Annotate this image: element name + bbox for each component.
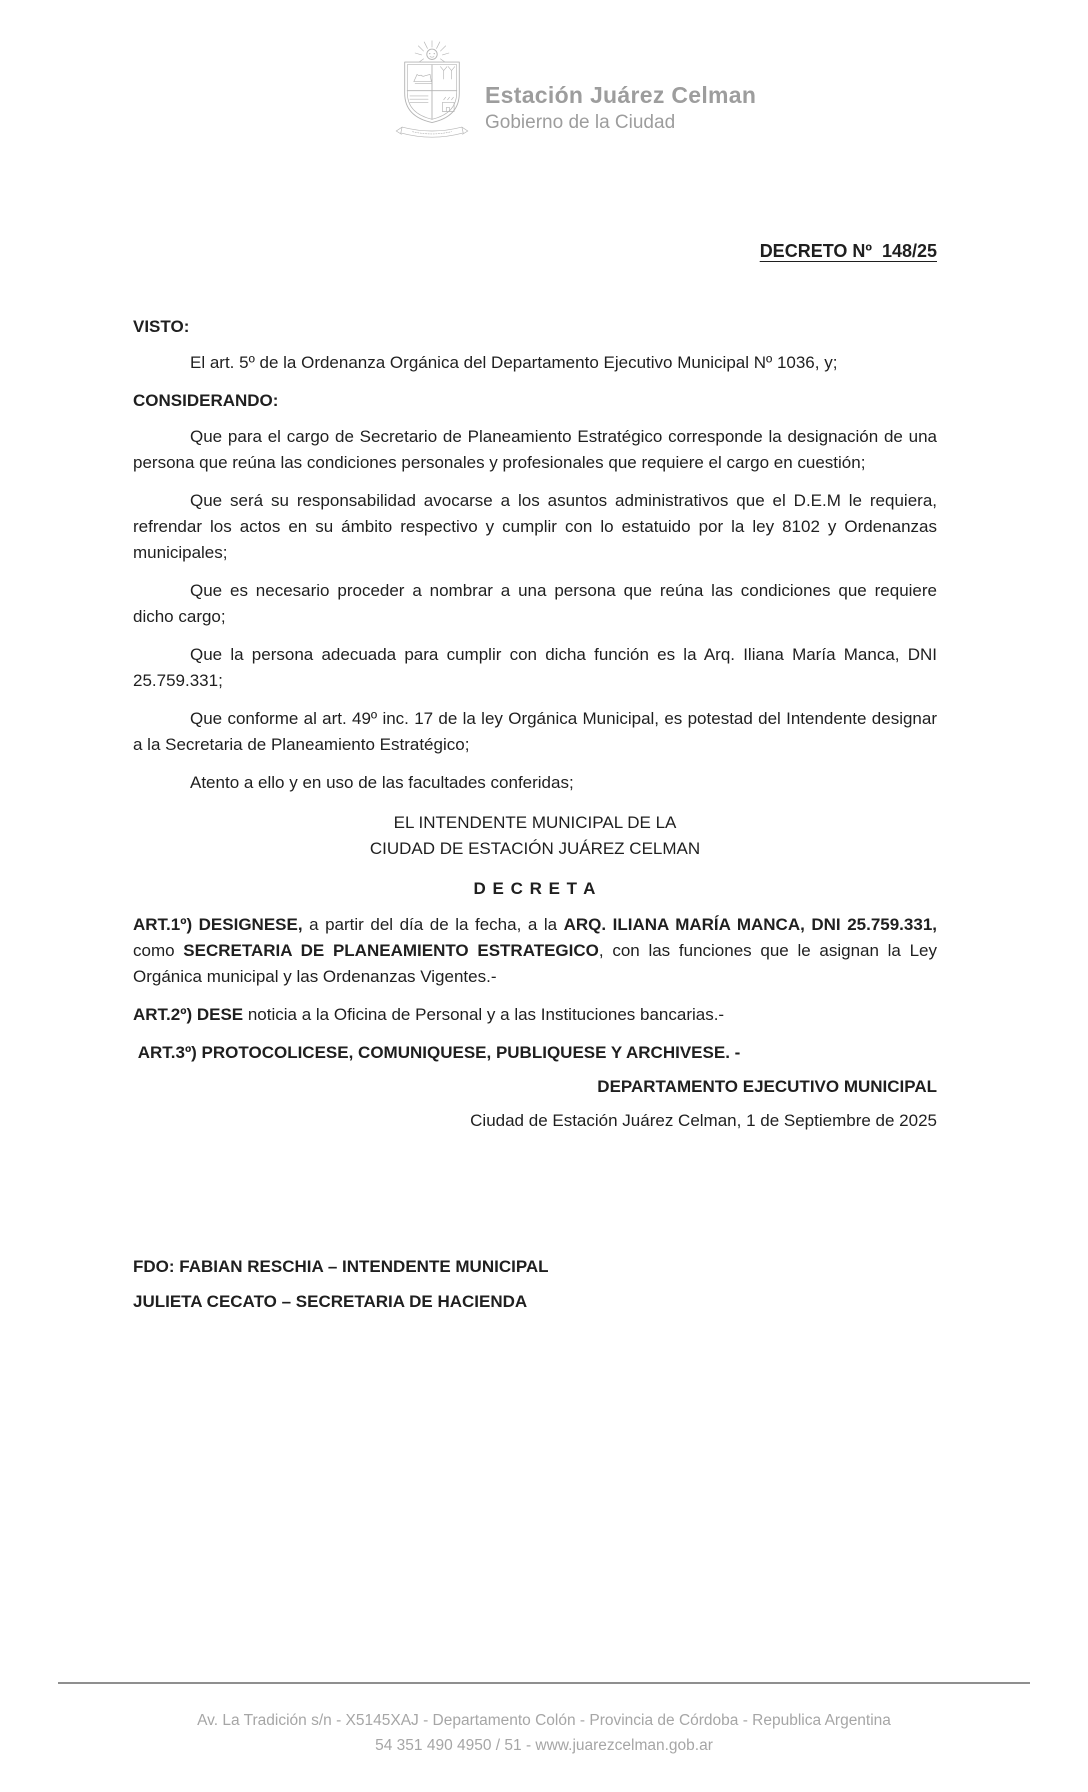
footer-rule — [58, 1682, 1030, 1684]
article-1-label: ART.1º) DESIGNESE, — [133, 915, 303, 934]
article-1-office: SECRETARIA DE PLANEAMIENTO ESTRATEGICO — [183, 941, 599, 960]
article-1-text-2: como — [133, 941, 184, 960]
article-3: ART.3º) PROTOCOLICESE, COMUNIQUESE, PUBLIQUESE Y ARCHIVESE. - — [133, 1043, 741, 1062]
intendente-line-2: CIUDAD DE ESTACIÓN JUÁREZ CELMAN — [369, 839, 701, 858]
decreta-heading: D E C R E T A — [473, 879, 597, 898]
signature-block — [133, 1254, 937, 1315]
footer-address: Av. La Tradición s/n - X5145XAJ - Departamento Colón - Provincia de Córdoba - Republica Argentina — [197, 1712, 891, 1729]
article-1 — [133, 912, 937, 990]
considerando-paragraph-5: Que conforme al art. 49º inc. 17 de la ley Orgánica Municipal, es potestad del Intendente designar a la Secretaria de Planeamiento Estratégico; — [133, 709, 937, 754]
article-1-text: a partir del día de la fecha, a la — [302, 915, 564, 934]
considerando-heading: CONSIDERANDO: — [133, 391, 279, 410]
considerando-paragraph-1: Que para el cargo de Secretario de Planeamiento Estratégico corresponde la designación de una persona que reúna las condiciones personales y profesionales que requiere el cargo en cuestión; — [133, 427, 937, 472]
signature-intendente: FDO: FABIAN RESCHIA – INTENDENTE MUNICIPAL — [133, 1257, 549, 1276]
visto-paragraph: El art. 5º de la Ordenanza Orgánica del Departamento Ejecutivo Municipal Nº 1036, y; — [190, 353, 838, 372]
signature-secretaria: JULIETA CECATO – SECRETARIA DE HACIENDA — [133, 1292, 528, 1311]
intendente-block — [133, 810, 937, 862]
article-2-text: noticia a la Oficina de Personal y a las Instituciones bancarias.- — [243, 1005, 725, 1024]
considerando-paragraph-6: Atento a ello y en uso de las facultades conferidas; — [190, 773, 574, 792]
article-1-text-3: , con las funciones que le asignan la Ley Orgánica municipal y las Ordenanzas Vigentes.- — [133, 941, 938, 986]
considerando-paragraph-3: Que es necesario proceder a nombrar a una persona que reúna las condiciones que requiere dicho cargo; — [133, 581, 937, 626]
intendente-line-1: EL INTENDENTE MUNICIPAL DE LA — [393, 813, 677, 832]
visto-heading: VISTO: — [133, 317, 190, 336]
footer-contact: 54 351 490 4950 / 51 - www.juarezcelman.gob.ar — [375, 1737, 713, 1754]
departamento-line: DEPARTAMENTO EJECUTIVO MUNICIPAL — [597, 1077, 937, 1096]
logo-title: Estación Juárez Celman — [485, 82, 757, 108]
article-2 — [133, 1002, 937, 1028]
considerando-paragraph-2: Que será su responsabilidad avocarse a los asuntos administrativos que el D.E.M le requiera, refrendar los actos en su ámbito respectivo y cumplir con lo estatuido por la ley 8102 y Ordenanzas municipales; — [133, 491, 937, 562]
date-line: Ciudad de Estación Juárez Celman, 1 de Septiembre de 2025 — [470, 1111, 937, 1130]
considerando-paragraph-4: Que la persona adecuada para cumplir con dicha función es la Arq. Iliana María Manca, DNI 25.759.331; — [133, 645, 937, 690]
page-footer — [0, 1708, 1088, 1758]
logo-subtitle: Gobierno de la Ciudad — [485, 112, 676, 133]
decree-number: DECRETO Nº 148/25 — [759, 241, 937, 261]
article-2-label: ART.2º) DESE — [133, 1005, 244, 1024]
document-body — [133, 0, 937, 1315]
article-1-appointee: ARQ. ILIANA MARÍA MANCA, DNI 25.759.331, — [563, 915, 937, 934]
